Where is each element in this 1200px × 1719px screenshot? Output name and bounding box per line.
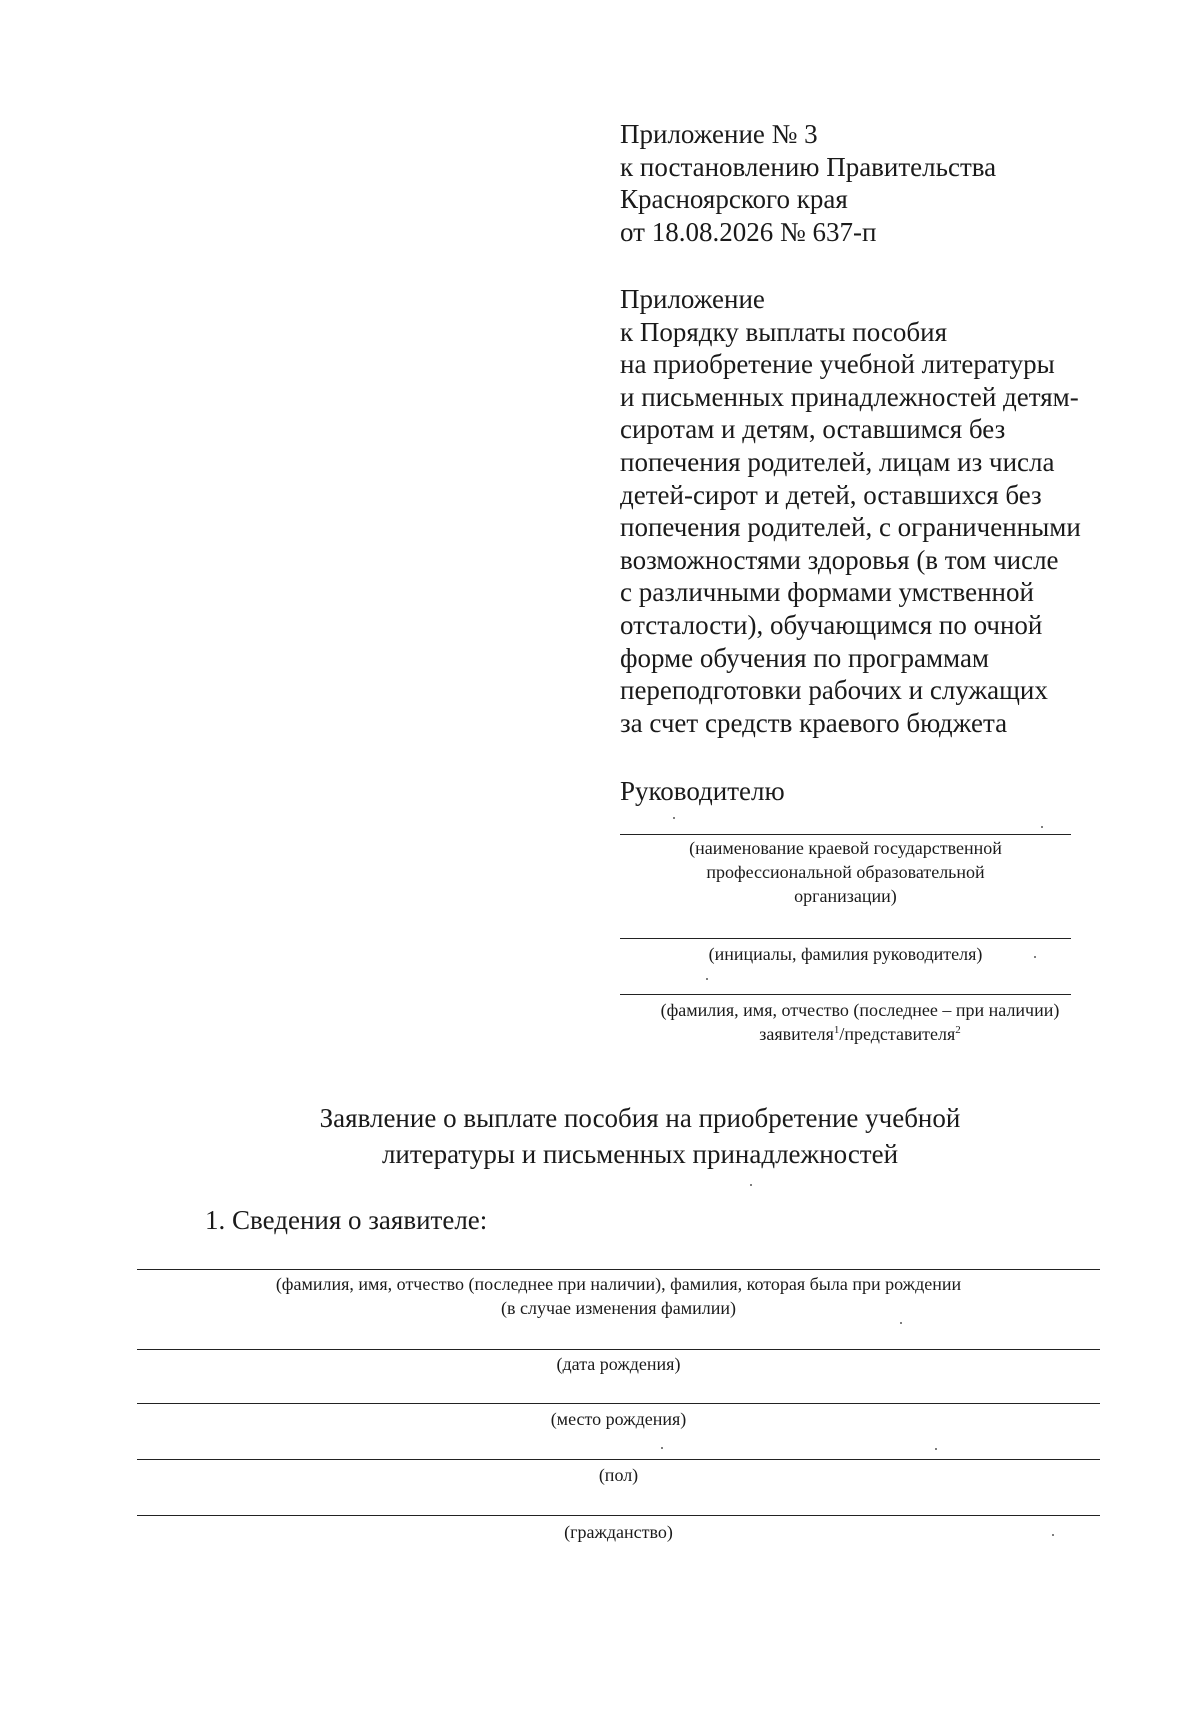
birth-place-line[interactable] bbox=[137, 1403, 1100, 1404]
scan-speck bbox=[935, 1448, 937, 1450]
addressee-label: Руководителю bbox=[620, 776, 785, 806]
org-name-line[interactable] bbox=[620, 834, 1071, 835]
appendix-line: отсталости), обучающимся по очной bbox=[620, 609, 1043, 640]
citizenship-line[interactable] bbox=[137, 1515, 1100, 1516]
scan-speck bbox=[1041, 826, 1043, 828]
applicant-name-line[interactable] bbox=[620, 994, 1071, 995]
appendix-line: детей-сирот и детей, оставшихся без bbox=[620, 479, 1042, 510]
appendix-line: возможностями здоровья (в том числе bbox=[620, 544, 1059, 575]
appendix-line: Приложение bbox=[620, 284, 765, 314]
appendix-line: форме обучения по программам bbox=[620, 642, 990, 673]
scan-speck bbox=[1034, 956, 1036, 958]
appendix-line: на приобретение учебной литературы bbox=[620, 349, 1055, 380]
appendix-line: к Порядку выплаты пособия bbox=[620, 316, 948, 347]
procedure-appendix bbox=[620, 283, 1081, 739]
appendix-line: попечения родителей, с ограниченными bbox=[620, 512, 1081, 543]
header-line: от 18.08.2026 № 637-п bbox=[620, 216, 877, 247]
scan-speck bbox=[750, 1184, 752, 1186]
birth-date-caption: (дата рождения) bbox=[556, 1354, 681, 1374]
applicant-name-caption: (фамилия, имя, отчество (последнее – при наличии) заявителя$^1$/представителя$^2$ bbox=[660, 1000, 1060, 1044]
scan-speck bbox=[1052, 1534, 1054, 1536]
scan-speck bbox=[900, 1322, 902, 1324]
scan-speck bbox=[673, 817, 675, 819]
document-title: Заявление о выплате пособия на приобретение учебной литературы и письменных принадлежностей bbox=[319, 1103, 961, 1169]
head-name-line[interactable] bbox=[620, 938, 1071, 939]
scan-speck bbox=[706, 978, 708, 980]
citizenship-caption: (гражданство) bbox=[564, 1522, 673, 1542]
header-line: Приложение № 3 bbox=[620, 119, 818, 149]
appendix-line: попечения родителей, лицам из числа bbox=[620, 446, 1055, 477]
birth-place-caption: (место рождения) bbox=[550, 1409, 687, 1429]
appendix-line: переподготовки рабочих и служащих bbox=[620, 675, 1048, 706]
head-name-caption: (инициалы, фамилия руководителя) bbox=[708, 944, 983, 964]
section-heading: 1. Сведения о заявителе: bbox=[205, 1205, 488, 1235]
appendix-header bbox=[620, 118, 996, 248]
header-line: к постановлению Правительства bbox=[620, 151, 997, 182]
sex-caption: (пол) bbox=[598, 1465, 639, 1485]
header-line: Красноярского края bbox=[620, 184, 848, 215]
applicant-fullname-line[interactable] bbox=[137, 1269, 1100, 1270]
appendix-line: сиротам и детям, оставшимся без bbox=[620, 414, 1006, 445]
appendix-line: с различными формами умственной bbox=[620, 577, 1034, 608]
org-name-caption: (наименование краевой государственной профессиональной образовательной организации) bbox=[689, 838, 1002, 906]
birth-date-line[interactable] bbox=[137, 1349, 1100, 1350]
appendix-line: и письменных принадлежностей детям- bbox=[620, 381, 1079, 412]
appendix-line: за счет средств краевого бюджета bbox=[620, 707, 1008, 738]
sex-line[interactable] bbox=[137, 1459, 1100, 1460]
applicant-fullname-caption: (фамилия, имя, отчество (последнее при наличии), фамилия, которая была при рождении (в случае изменения фамилии) bbox=[275, 1274, 962, 1318]
scan-speck bbox=[661, 1447, 663, 1449]
